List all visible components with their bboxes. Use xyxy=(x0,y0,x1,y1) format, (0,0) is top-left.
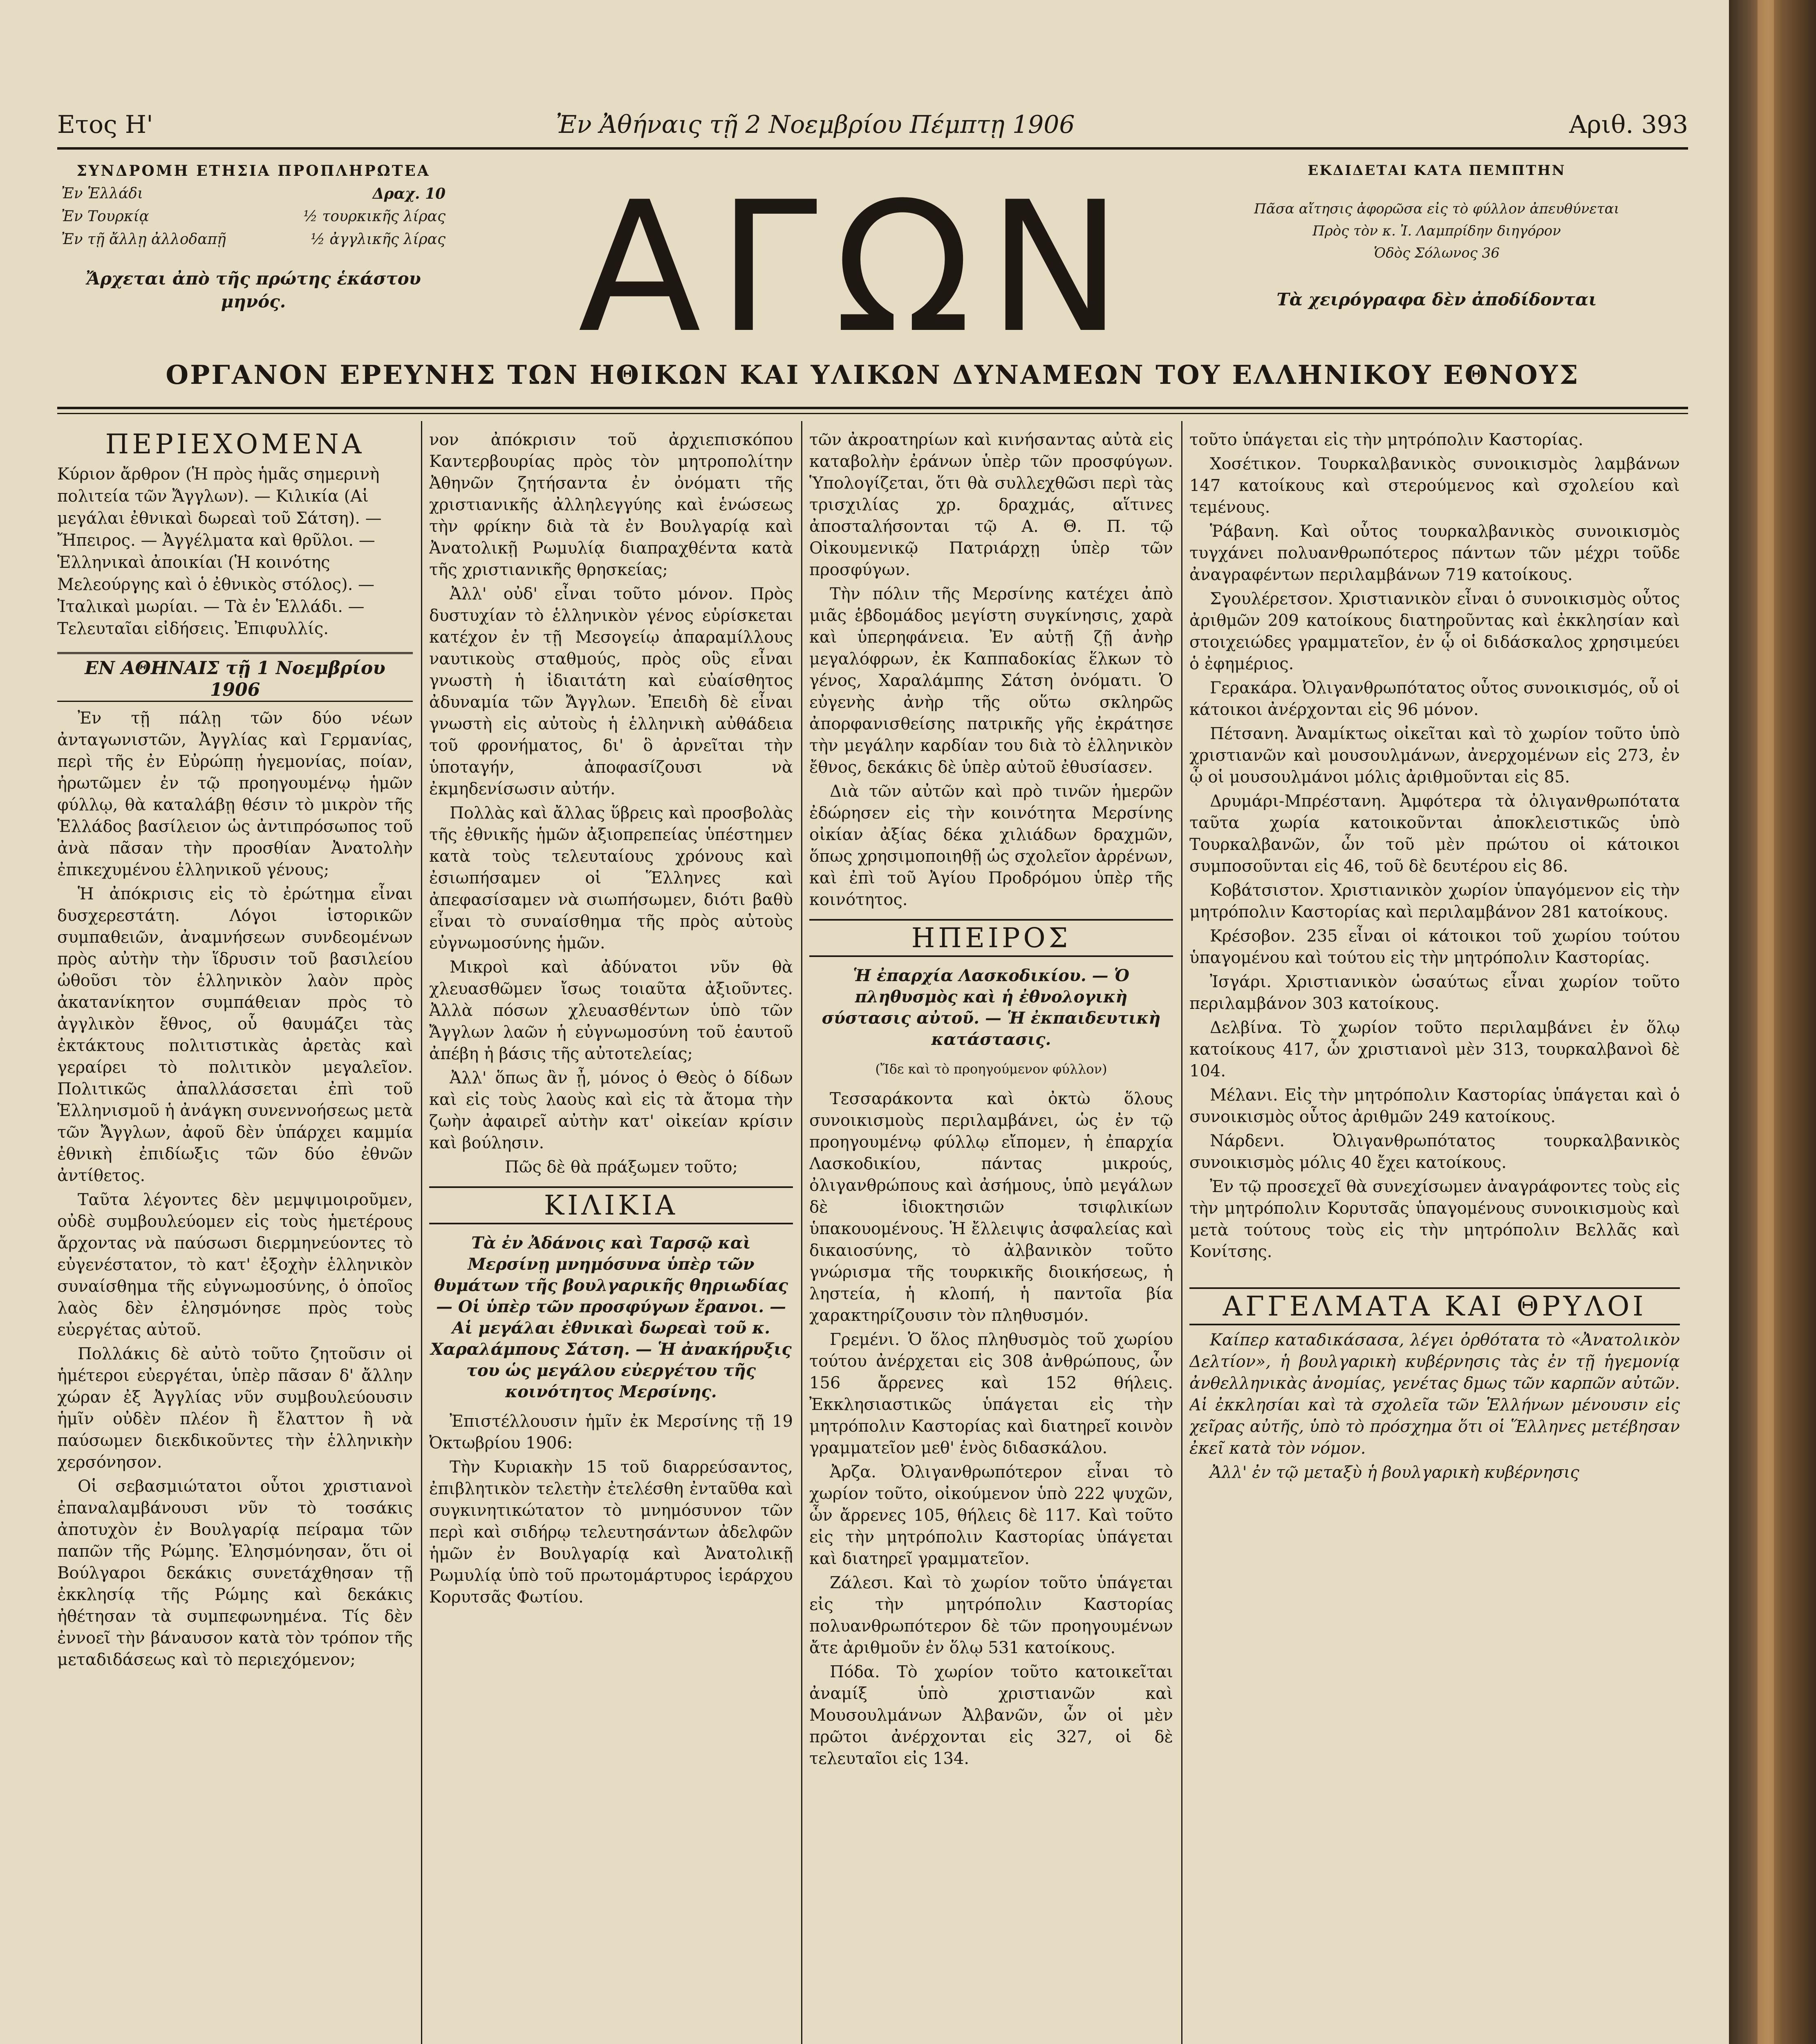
binding-stripe xyxy=(1758,0,1774,2044)
frequency-note: ΕΚΔΙΔΕΤΑΙ ΚΑΤΑ ΠΕΜΠΤΗΝ xyxy=(1308,162,1566,179)
paragraph: Ἀλλ' οὐδ' εἶναι τοῦτο μόνον. Πρὸς δυστυχίαν τὸ ἑλληνικὸν γένος εὑρίσκεται κατέχον ἐν τῇ Μεσογείῳ ἀπαραμίλλους ναυτικοὺς σταθμούς, πρὸς οὓς εἶναι γνωστὴ ἡ ἰδιαιτάτη καὶ εὐαίσθητος ἀδυναμία τῶν Ἄγγλων. Ἐπειδὴ δὲ εἶναι γνωστὴ εἰς αὐτοὺς ἡ ἑλληνικὴ αὐθάδεια τοῦ φρονήματος, δι' ὃ ἀρνεῖται τὴν ὑποταγήν, ἀποφασίζουσι νὰ ἐκμηδενίσωσιν αὐτήν. xyxy=(429,585,793,798)
paragraph: Διὰ τῶν αὐτῶν καὶ πρὸ τινῶν ἡμερῶν ἐδώρησεν εἰς τὴν κοινότητα Μερσίνης οἰκίαν ἀξίας δέκα χιλιάδων δραχμῶν, ὅπως χρησιμοποιηθῇ ὡς σχολεῖον ἀρρένων, καὶ ἐπὶ τοῦ Ἀγίου Προδρόμου ὑπὲρ τῆς κοινότητος. xyxy=(809,782,1173,909)
contents-title: ΠΕΡΙΕΧΟΜΕΝΑ xyxy=(105,429,365,460)
year-label: Ετος Η' xyxy=(57,110,153,139)
paragraph: Καίπερ καταδικάσασα, λέγει ὀρθότατα τὸ «Ἀνατολικὸν Δελτίον», ἡ βουλγαρικὴ κυβέρνησις τὰς ἐν τῇ ἡγεμονίᾳ ἀνθελληνικὰς ἀνομίας, γενέτας δμως τῶν καρπῶν αὐτῶν. Αἱ ἐκκλησίαι καὶ τὰ σχολεῖα τῶν Ἑλλήνων μένουσιν εἰς χεῖρας αὐτῆς, ὑπὸ τὸ πρόσχημα ὅτι οἱ Ἕλληνες μετέβησαν ἐκεῖ κατὰ τὸν νόμον. xyxy=(1189,1331,1680,1458)
column-separator xyxy=(801,421,802,2044)
manuscripts-note: Τὰ χειρόγραφα δὲν ἀποδίδονται xyxy=(1276,289,1597,309)
paragraph: Ἡ ἀπόκρισις εἰς τὸ ἐρώτημα εἶναι δυσχερεστάτη. Λόγοι ἱστορικῶν συμπαθειῶν, ἀναμνήσεων συνδεομένων πρὸς αὐτὴν τὴν ἵδρυσιν τοῦ βασιλείου ὠθοῦσι τὸν ἑλληνικὸν λαὸν πρὸς ἀκατανίκητον συμπάθειαν πρὸς τὸ ἀγγλικὸν ἔθνος, οὗ θαυμάζει τὰς ἐκτάκτους πολιτιστικὰς ἀρετὰς καὶ γεραίρει τὸ πολιτικὸν μεγαλεῖον. Πολιτικῶς ἀπαλλάσσεται ἐπὶ τοῦ Ἑλληνισμοῦ ἡ ἀνάγκη συνεννοήσεως μετὰ τῶν Ἄγγλων, ἀφοῦ δὲν ὑπάρχει καμμία ἐθνικὴ ἐπιδίωξις τῶν δύο ἐθνῶν ἀντίθετος. xyxy=(57,885,413,1185)
contents-list: Κύριον ἄρθρον (Ἡ πρὸς ἡμᾶς σημερινὴ πολιτεία τῶν Ἄγγλων). — Κιλικία (Αἱ μεγάλαι ἐθνικαὶ δωρεαὶ τοῦ Σάτση). — Ἤπειρος. — Ἀγγέλματα καὶ θρῦλοι. — Ἑλληνικαὶ ἀποικίαι (Ἡ κοινότης Μελεούργης καὶ ὁ ἐθνικὸς στόλος). — Ἰταλικαὶ μωρίαι. — Τὰ ἐν Ἑλλάδι. — Τελευταῖαι εἰδήσεις. Ἐπιφυλλίς. xyxy=(57,465,382,638)
paragraph: Ταῦτα λέγοντες δὲν μεμψιμοιροῦμεν, οὐδὲ συμβουλεύομεν εἰς τοὺς ἡμετέρους ἄρχοντας νὰ παύσωσι διερμηνεύοντες τὸ εὐγενέστατον, τὸ κατ' ἐξοχὴν ἑλληνικὸν συναίσθημα τῆς εὐγνωμοσύνης, ὁ ὁποῖος λαὸς δὲν ἐλησμόνησε πρὸς τοὺς εὐεργέτας αὐτοῦ. xyxy=(57,1190,413,1339)
section-lead: Ἡ ἐπαρχία Λασκοδικίου. — Ὁ πληθυσμὸς καὶ ἡ ἐθνολογικὴ σύστασις αὐτοῦ. — Ἡ ἐκπαιδευτικὴ κατάστασις. xyxy=(822,966,1161,1049)
column-3 xyxy=(809,429,1173,2044)
issue-number: Αριθ. 393 xyxy=(1569,110,1688,139)
paragraph: Ἰσγάρι. Χριστιανικὸν ὡσαύτως εἶναι χωρίον τοῦτο περιλαμβάνον 303 κατοίκους. xyxy=(1189,973,1680,1013)
paragraph: Ἀρζα. Ὀλιγανθρωπότερον εἶναι τὸ χωρίον τοῦτο, οἰκούμενον ὑπὸ 222 ψυχῶν, ὧν ἄρρενες 105, θήλεις δὲ 117. Καὶ τοῦτο εἰς τὴν μητρόπολιν Καστορίας ὑπάγεται καὶ διατηρεῖ γραμματεῖον. xyxy=(809,1463,1173,1568)
section-heading-kilikia: ΚΙΛΙΚΙΑ xyxy=(429,1186,793,1224)
paragraph: Μέλανι. Εἰς τὴν μητρόπολιν Καστορίας ὑπάγεται καὶ ὁ συνοικισμὸς οὗτος ἀριθμῶν 249 κατοίκους. xyxy=(1189,1086,1680,1126)
issue-date: Ἐν Ἀθήναις τῇ 2 Νοεμβρίου Πέμπτῃ 1906 xyxy=(556,110,1075,139)
masthead-rule-thin xyxy=(57,413,1688,414)
paragraph: Τεσσαράκοντα καὶ ὀκτὼ ὅλους συνοικισμοὺς περιλαμβάνει, ὡς ἐν τῷ προηγουμένῳ φύλλῳ εἴπομεν, ἡ ἐπαρχία Λασκοδικίου, πάντας μικρούς, ὀλιγανθρώπους καὶ ἀσήμους, ὑπὸ μεγάλων δὲ ἰδιοκτησιῶν τσιφλικίων ὑπακουομένους. Ἡ ἔλλειψις ἀσφαλείας καὶ δικαιοσύνης, τὸ ἀλβανικὸν τοῦτο γνώρισμα τῆς τουρκικῆς διοικήσεως, ἡ ληστεία, ἡ κλοπή, ἡ παντοῖα βία χαρακτηρίζουσιν τὸν πληθυσμόν. xyxy=(809,1089,1173,1325)
section-heading-angelmata: ΑΓΓΕΛΜΑΤΑ ΚΑΙ ΘΡΥΛΟΙ xyxy=(1189,1287,1680,1325)
paragraph: Νάρδενι. Ὀλιγανθρωπότατος τουρκαλβανικὸς συνοικισμὸς μόλις 40 ἔχει κατοίκους. xyxy=(1189,1132,1680,1172)
paragraph: Ἐν τῷ προσεχεῖ θὰ συνεχίσωμεν ἀναγράφοντες τοὺς εἰς τὴν μητρόπολιν Κορυτσᾶς ὑπαγομένους συνοικισμοὺς καὶ μετὰ τούτους τοὺς εἰς τὴν μητρόπολιν Βελλᾶς καὶ Κονίτσης. xyxy=(1189,1177,1680,1261)
paragraph: τοῦτο ὑπάγεται εἰς τὴν μητρόπολιν Καστορίας. xyxy=(1189,430,1583,449)
section-note: (Ἴδε καὶ τὸ προηγούμενον φύλλον) xyxy=(875,1061,1107,1077)
subscription-row xyxy=(61,182,446,205)
paragraph: Οἱ σεβασμιώτατοι οὗτοι χριστιανοὶ ἐπαναλαμβάνουσι νῦν τὸ τοσάκις ἀποτυχὸν ἐν Βουλγαρίᾳ πείραμα τῶν παπῶν τῆς Ρώμης. Ἐλησμόνησαν, ὅτι οἱ Βούλγαροι δεκάκις συνετάχθησαν τῇ ἐκκλησίᾳ τῆς Ρώμης καὶ δεκάκις ἠθέτησαν τὰ συμπεφωνημένα. Τίς δὲν ἐννοεῖ τὴν βάναυσον κατὰ τὸν τρόπον τῆς μεταδιδάσεως καὶ τὸ περιεχόμενον; xyxy=(57,1477,413,1669)
section-heading-epirus: ΗΠΕΙΡΟΣ xyxy=(809,919,1173,957)
subscription-box xyxy=(61,159,446,313)
paragraph: Γερακάρα. Ὀλιγανθρωπότατος οὗτος συνοικισμός, οὗ οἱ κάτοικοι ἀνέρχονται εἰς 96 μόνον. xyxy=(1189,679,1680,719)
subscription-title: ΣΥΝΔΡΟΜΗ ΕΤΗΣΙΑ ΠΡΟΠΛΗΡΩΤΕΑ xyxy=(76,162,430,179)
paragraph: Ἐν τῇ πάλῃ τῶν δύο νέων ἀνταγωνιστῶν, Ἀγγλίας καὶ Γερμανίας, περὶ τῆς ἐν Εὐρώπῃ ἡγεμονίας, ποίαν, ἠρωτῶμεν ἐν τῷ προηγουμένῳ ἡμῶν φύλλῳ, θὰ καταλάβῃ θέσιν τὸ μικρὸν τῆς Ἑλλάδος βασίλειον ὡς ἀντιπρόσωπος τοῦ ἀνὰ πᾶσαν τὴν προσθίαν Ἀνατολὴν ἐπικεχυμένου ἑλληνικοῦ γένους; xyxy=(57,709,413,879)
row-price: ½ τουρκικῆς λίρας xyxy=(303,208,446,225)
paragraph: Πολλάκις δὲ αὐτὸ τοῦτο ζητοῦσιν οἱ ἡμέτεροι εὐεργέται, ὑπὲρ πᾶσαν δ' ἄλλην χώραν ἐξ Ἀγγλίας νῦν συμβουλεύουσιν ἡμῖν οὐδὲν πλέον ἢ ἔλαττον ἢ νὰ παύσωμεν διεκδικοῦντες τὴν ἑλληνικὴν χερσόνησον. xyxy=(57,1345,413,1472)
subscription-note: Ἄρχεται ἀπὸ τῆς πρώτης ἑκάστου μηνός. xyxy=(86,269,421,312)
paragraph: Ῥάβανη. Καὶ οὗτος τουρκαλβανικὸς συνοικισμὸς τυγχάνει πολυανθρωπότερος πάντων τῶν μέχρι τοῦδε ἀναγραφέντων περιλαμβάνων 719 κατοίκους. xyxy=(1189,522,1680,584)
paragraph: Γρεμένι. Ὁ ὅλος πληθυσμὸς τοῦ χωρίου τούτου ἀνέρχεται εἰς 308 ἀνθρώπους, ὧν 156 ἄρρενες καὶ 152 θήλεις. Ἐκκλησιαστικῶς ὑπάγεται εἰς τὴν μητρόπολιν Καστορίας καὶ διατηρεῖ κοινὸν γραμματεῖον μεθ' ἑνὸς διδασκάλου. xyxy=(809,1330,1173,1457)
subscription-row xyxy=(61,228,446,251)
column-separator xyxy=(421,421,422,2044)
column-2 xyxy=(429,429,793,2044)
section-lead: Τὰ ἐν Ἀδάνοις καὶ Ταρσῷ καὶ Μερσίνῃ μνημόσυνα ὑπὲρ τῶν θυμάτων τῆς βουλγαρικῆς θηριωδίας — Οἱ ὑπὲρ τῶν προσφύγων ἔρανοι. — Αἱ μεγάλαι ἐθνικαὶ δωρεαὶ τοῦ κ. Χαραλάμπους Σάτση. — Ἡ ἀνακήρυξις του ὡς μεγάλου εὐεργέτου τῆς κοινότητος Μερσίνης. xyxy=(430,1233,792,1401)
column-1 xyxy=(57,429,413,2044)
paragraph: Πόδα. Τὸ χωρίον τοῦτο κατοικεῖται ἀναμίξ ὑπὸ χριστιανῶν καὶ Μουσουλμάνων Ἀλβανῶν, ὧν οἱ μὲν πρῶτοι ἀνέρχονται εἰς 327, οἱ δὲ τελευταῖοι εἰς 134. xyxy=(809,1663,1173,1768)
paragraph: Ἀλλ' ὅπως ἂν ᾖ, μόνος ὁ Θεὸς ὁ δίδων καὶ εἰς τοὺς λαοὺς καὶ εἰς τὰ ἄτομα τὴν ζωὴν ἀφαιρεῖ αὐτὴν κατ' οἰκείαν κρίσιν καὶ βούλησιν. xyxy=(429,1069,793,1152)
paragraph: Ἀλλ' ἐν τῷ μεταξὺ ἡ βουλγαρικὴ κυβέρνησις xyxy=(1210,1463,1579,1482)
publication-info xyxy=(1202,159,1672,311)
row-price: ½ ἀγγλικῆς λίρας xyxy=(311,231,446,248)
column-separator xyxy=(1181,421,1182,2044)
row-place: Ἐν τῇ ἄλλῃ ἀλλοδαπῇ xyxy=(61,231,226,248)
contact-address: Ὁδὸς Σόλωνος 36 xyxy=(1373,245,1500,261)
paragraph: νον ἀπόκρισιν τοῦ ἀρχιεπισκόπου Καντερβουρίας πρὸς τὸν μητροπολίτην Ἀθηνῶν ζητήσαντα ἐν ὀνόματι τῆς χριστιανικῆς ἀλληλεγγύης καὶ ἑνώσεως τὴν φρίκην διὰ τὰ ἐν Βουλγαρίᾳ καὶ Ἀνατολικῇ Ρωμυλίᾳ διαπραχθέντα κατὰ τῆς χριστιανικῆς θρησκείας; xyxy=(429,430,793,579)
paragraph: Δελβίνα. Τὸ χωρίον τοῦτο περιλαμβάνει ἐν ὅλῳ κατοίκους 417, ὧν χριστιανοὶ μὲν 313, τουρκαλβανοὶ δὲ 104. xyxy=(1189,1018,1680,1080)
paragraph: Ἐπιστέλλουσιν ἡμῖν ἐκ Μερσίνης τῇ 19 Ὀκτωβρίου 1906: xyxy=(429,1412,793,1452)
masthead-rule xyxy=(57,407,1688,409)
row-place: Ἐν Ἑλλάδι xyxy=(61,185,143,202)
paragraph: Μικροὶ καὶ ἀδύνατοι νῦν θὰ χλευασθῶμεν ἴσως τοιαῦτα ἀξιοῦντες. Ἀλλὰ πόσων χλευασθέντων ὑπὸ τῶν Ἄγγλων λαῶν ἡ εὐγνωμοσύνη τοῦ ἑαυτοῦ ἀπέβη ἡ βάσις τῆς αὐτοτελείας; xyxy=(429,958,793,1063)
paragraph: Κρέσοβον. 235 εἶναι οἱ κάτοικοι τοῦ χωρίου τούτου ὑπαγομένου καὶ τούτου εἰς τὴν μητρόπολιν Καστορίας. xyxy=(1189,927,1680,967)
paragraph: Τὴν πόλιν τῆς Μερσίνης κατέχει ἀπὸ μιᾶς ἑβδομάδος μεγίστη συγκίνησις, χαρὰ καὶ ὑπερηφάνεια. Ἐν αὐτῇ ζῇ ἀνὴρ μεγαλόφρων, ἐκ Καππαδοκίας ἕλκων τὸ γένος, Χαραλάμπης Σάτση ὀνόματι. Ὁ εὐγενὴς ἀνὴρ τῆς οὕτω σκληρῶς ἀπορφανισθείσης πατρικῆς γῆς ἐκράτησε τὴν μεγάλην καρδίαν του διὰ τὸ ἑλληνικὸν ἔθνος, δεκάκις δὲ ὑπὲρ αὐτοῦ ἐθυσίασεν. xyxy=(809,585,1173,777)
column-4 xyxy=(1189,429,1680,2044)
contact-name: Πρὸς τὸν κ. Ἰ. Λαμπρίδην διηγόρον xyxy=(1312,223,1561,239)
paragraph: Ζάλεσι. Καὶ τὸ χωρίον τοῦτο ὑπάγεται εἰς τὴν μητρόπολιν Καστορίας πολυανθρωπότερον δὲ τῶν προηγουμένων ἄτε ἀριθμοῦν ἐν ὅλῳ 531 κατοίκους. xyxy=(809,1573,1173,1657)
paragraph: Πέτσανη. Ἀναμίκτως οἰκεῖται καὶ τὸ χωρίον τοῦτο ὑπὸ χριστιανῶν καὶ μουσουλμάνων, ἀνερχομένων εἰς 273, ἐν ᾧ οἱ μουσουλμάνοι μόλις ἀριθμοῦνται εἰς 85. xyxy=(1189,724,1680,787)
contact-intro: Πᾶσα αἴτησις ἀφορῶσα εἰς τὸ φύλλον ἀπευθύνεται xyxy=(1254,201,1619,217)
paragraph: τῶν ἀκροατηρίων καὶ κινήσαντας αὐτὰ εἰς καταβολὴν ἐράνων ὑπὲρ τῶν προσφύγων. Ὑπολογίζεται, ὅτι θὰ συλλεχθῶσι περὶ τὰς τρισχιλίας χρ. δραχμάς, αἵτινες ἀποσταλήσονται τῷ Α. Θ. Π. τῷ Οἰκουμενικῷ Πατριάρχῃ ὑπὲρ τῶν προσφύγων. xyxy=(809,430,1173,579)
row-place: Ἐν Τουρκίᾳ xyxy=(61,208,149,225)
paragraph: Σγουλέρετσον. Χριστιανικὸν εἶναι ὁ συνοικισμὸς οὗτος ἀριθμῶν 209 κατοίκους διατηροῦντας καὶ ἐκκλησίαν καὶ στοιχειώδες γραμματεῖον, ἐν ᾧ οἱ διδάσκαλος χρησιμεύει ὁ ἐφημέριος. xyxy=(1189,589,1680,673)
dateline-bar xyxy=(57,98,1688,147)
paragraph: Πῶς δὲ θὰ πράξωμεν τοῦτο; xyxy=(504,1158,738,1177)
paragraph: Δρυμάρι-Μπρέστανη. Ἀμφότερα τὰ ὀλιγανθρωπότατα ταῦτα χωρία κατοικοῦνται ἀποκλειστικῶς ὑπὸ Τουρκαλβανῶν, ὧν τοῦ μὲν πρώτου οἱ κάτοικοι συμποσοῦνται εἰς 46, τοῦ δὲ δευτέρου εἰς 86. xyxy=(1189,792,1680,876)
paragraph: Χοσέτικον. Τουρκαλβανικὸς συνοικισμὸς λαμβάνων 147 κατοίκους καὶ στερούμενος καὶ σχολείου καὶ τεμένους. xyxy=(1189,455,1680,517)
leader-dateline: ΕΝ ΑΘΗΝΑΙΣ τῇ 1 Νοεμβρίου 1906 xyxy=(57,652,413,702)
newspaper-subtitle: ΟΡΓΑΝΟΝ ΕΡΕΥΝΗΣ ΤΩΝ ΗΘΙΚΩΝ ΚΑΙ ΥΛΙΚΩΝ ΔΥΝΑΜΕΩΝ ΤΟΥ ΕΛΛΗΝΙΚΟΥ ΕΘΝΟΥΣ xyxy=(166,360,1580,390)
paragraph: Τὴν Κυριακὴν 15 τοῦ διαρρεύσαντος, ἐπιβλητικὸν τελετὴν ἐτελέσθη ἐνταῦθα καὶ συγκινητικώτατον τὸ μνημόσυνον τῶν περὶ καὶ σιδήρῳ τελευτησάντων ἀδελφῶν ἡμῶν ἐν Βουλγαρίᾳ καὶ Ἀνατολικῇ Ρωμυλίᾳ ὑπὸ τοῦ πρωτομάρτυρος ἱεράρχου Κορυτσᾶς Φωτίου. xyxy=(429,1458,793,1607)
subscription-row xyxy=(61,205,446,228)
paragraph: Πολλὰς καὶ ἄλλας ὕβρεις καὶ προσβολὰς τῆς ἐθνικῆς ἡμῶν ἀξιοπρεπείας ὑπέστημεν κατὰ τοὺς τελευταίους χρόνους καὶ ἐσιωπήσαμεν οἱ Ἕλληνες καὶ ἀπεφασίσαμεν νὰ σιωπήσωμεν, διότι βαθὺ εἶναι τὸ συναίσθημα τῆς πρὸς αὐτοὺς εὐγνωμοσύνης ἡμῶν. xyxy=(429,804,793,953)
row-price: Δραχ. 10 xyxy=(372,185,446,202)
masthead-title: ΑΓΩΝ xyxy=(578,163,1139,372)
paragraph: Κοβάτσιστον. Χριστιανικὸν χωρίον ὑπαγόμενον εἰς τὴν μητρόπολιν Καστορίας καὶ περιλαμβάνον 281 κατοίκους. xyxy=(1189,881,1680,921)
top-rule xyxy=(57,147,1688,150)
